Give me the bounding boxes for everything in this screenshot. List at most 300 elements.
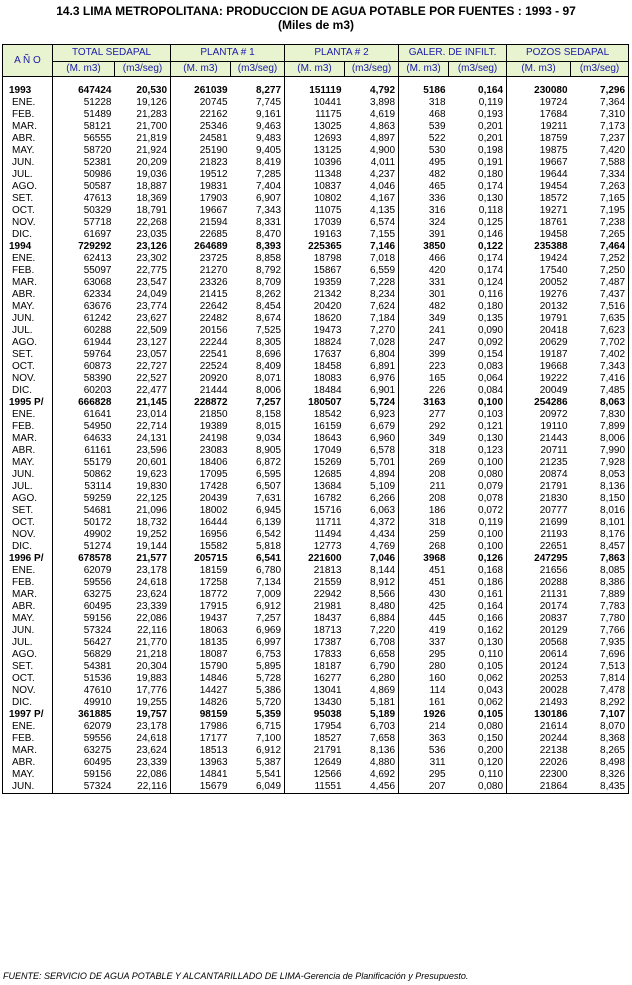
month-row xyxy=(3,697,629,709)
month-row xyxy=(3,529,629,541)
value-volume: 59156 xyxy=(83,769,112,780)
value-flow: 23,057 xyxy=(115,349,171,361)
value-volume: 114 xyxy=(429,685,446,696)
value-volume: 50329 xyxy=(83,205,112,216)
unit-flow: (m3/seg) xyxy=(345,62,399,77)
month-row xyxy=(3,121,629,133)
value-volume: 318 xyxy=(428,517,446,528)
value-flow: 0,110 xyxy=(449,769,507,781)
value-flow: 22,509 xyxy=(115,325,171,337)
value-volume: 58121 xyxy=(83,121,112,132)
value-flow: 18,732 xyxy=(115,517,171,529)
value-volume: 16782 xyxy=(313,493,342,504)
spacer-cell xyxy=(399,77,449,86)
value-flow: 0,084 xyxy=(449,385,507,397)
row-label: MAY. xyxy=(3,301,53,313)
unit-flow: (m3/seg) xyxy=(571,62,629,77)
value-flow: 0,135 xyxy=(449,313,507,325)
value-flow: 8,234 xyxy=(345,289,399,301)
row-label: JUL. xyxy=(3,637,53,649)
month-row xyxy=(3,565,629,577)
value-flow: 19,623 xyxy=(115,469,171,481)
value-flow: 8,566 xyxy=(345,589,399,601)
value-flow: 4,135 xyxy=(345,205,399,217)
value-volume: 466 xyxy=(428,253,446,264)
value-volume: 235388 xyxy=(534,241,568,252)
value-flow: 6,541 xyxy=(231,553,285,565)
value-flow: 18,887 xyxy=(115,181,171,193)
value-flow: 8,085 xyxy=(571,565,629,577)
value-flow: 19,883 xyxy=(115,673,171,685)
value-flow: 19,830 xyxy=(115,481,171,493)
value-volume: 58720 xyxy=(83,145,112,156)
month-row xyxy=(3,97,629,109)
value-flow: 8,015 xyxy=(231,421,285,433)
value-volume: 50986 xyxy=(83,169,112,180)
value-volume: 50587 xyxy=(83,181,112,192)
value-volume: 22482 xyxy=(199,313,228,324)
value-flow: 0,123 xyxy=(449,445,507,457)
value-flow: 7,830 xyxy=(571,409,629,421)
value-volume: 20132 xyxy=(539,301,568,312)
value-volume: 18761 xyxy=(539,217,568,228)
row-label: ABR. xyxy=(3,133,53,145)
value-volume: 21656 xyxy=(539,565,568,576)
value-volume: 62079 xyxy=(83,721,112,732)
value-flow: 23,126 xyxy=(115,241,171,253)
value-volume: 19276 xyxy=(539,289,568,300)
value-volume: 264689 xyxy=(194,241,228,252)
value-volume: 19222 xyxy=(539,373,568,384)
value-volume: 18824 xyxy=(313,337,342,348)
value-volume: 22651 xyxy=(539,541,568,552)
month-row xyxy=(3,193,629,205)
value-flow: 8,792 xyxy=(231,265,285,277)
value-flow: 19,255 xyxy=(115,697,171,709)
value-volume: 59156 xyxy=(83,613,112,624)
value-volume: 349 xyxy=(428,433,446,444)
header-galerias: GALER. DE INFILT. xyxy=(399,45,507,62)
value-flow: 7,257 xyxy=(231,613,285,625)
value-volume: 16956 xyxy=(199,529,228,540)
value-flow: 7,173 xyxy=(571,121,629,133)
value-volume: 15269 xyxy=(313,457,342,468)
value-flow: 8,136 xyxy=(571,481,629,493)
value-volume: 19271 xyxy=(539,205,568,216)
value-flow: 9,161 xyxy=(231,109,285,121)
value-flow: 7,134 xyxy=(231,577,285,589)
value-flow: 7,195 xyxy=(571,205,629,217)
value-flow: 5,895 xyxy=(231,661,285,673)
value-volume: 316 xyxy=(428,205,446,216)
value-volume: 18713 xyxy=(313,625,342,636)
value-volume: 12773 xyxy=(313,541,342,552)
value-volume: 21823 xyxy=(199,157,228,168)
value-flow: 5,386 xyxy=(231,685,285,697)
month-row xyxy=(3,481,629,493)
spacer-cell xyxy=(171,77,231,86)
value-flow: 5,701 xyxy=(345,457,399,469)
month-row xyxy=(3,229,629,241)
value-flow: 7,696 xyxy=(571,649,629,661)
value-volume: 18484 xyxy=(313,385,342,396)
value-flow: 22,125 xyxy=(115,493,171,505)
value-volume: 11348 xyxy=(314,169,342,180)
value-volume: 51228 xyxy=(83,97,112,108)
value-flow: 4,619 xyxy=(345,109,399,121)
value-volume: 226 xyxy=(428,385,446,396)
value-flow: 7,018 xyxy=(345,253,399,265)
value-volume: 12693 xyxy=(313,133,342,144)
value-flow: 0,161 xyxy=(449,589,507,601)
value-volume: 10396 xyxy=(313,157,342,168)
value-flow: 23,014 xyxy=(115,409,171,421)
value-flow: 6,884 xyxy=(345,613,399,625)
value-flow: 0,168 xyxy=(449,565,507,577)
value-volume: 20920 xyxy=(199,373,228,384)
value-volume: 21830 xyxy=(539,493,568,504)
value-volume: 292 xyxy=(428,421,446,432)
value-volume: 18643 xyxy=(313,433,342,444)
value-volume: 49902 xyxy=(83,529,112,540)
value-volume: 420 xyxy=(428,265,446,276)
value-volume: 25346 xyxy=(199,121,228,132)
table-body xyxy=(3,77,629,794)
value-volume: 20253 xyxy=(539,673,568,684)
value-volume: 24198 xyxy=(199,433,228,444)
value-volume: 1926 xyxy=(423,709,446,720)
value-flow: 5,359 xyxy=(231,709,285,721)
value-flow: 0,105 xyxy=(449,709,507,721)
value-volume: 11711 xyxy=(315,517,342,528)
value-volume: 19512 xyxy=(199,169,228,180)
value-volume: 18527 xyxy=(313,733,342,744)
value-volume: 19667 xyxy=(539,157,568,168)
value-flow: 7,220 xyxy=(345,625,399,637)
month-row xyxy=(3,769,629,781)
value-flow: 7,635 xyxy=(571,313,629,325)
unit-flow: (m3/seg) xyxy=(115,62,171,77)
value-volume: 21131 xyxy=(540,589,568,600)
value-flow: 19,144 xyxy=(115,541,171,553)
value-flow: 0,079 xyxy=(449,481,507,493)
value-volume: 301 xyxy=(428,289,446,300)
value-volume: 324 xyxy=(428,217,446,228)
value-flow: 6,542 xyxy=(231,529,285,541)
value-flow: 8,262 xyxy=(231,289,285,301)
value-volume: 230080 xyxy=(534,85,568,96)
month-row xyxy=(3,169,629,181)
value-flow: 4,011 xyxy=(345,157,399,169)
value-flow: 21,096 xyxy=(115,505,171,517)
value-flow: 24,618 xyxy=(115,577,171,589)
value-volume: 3163 xyxy=(423,397,446,408)
value-flow: 21,770 xyxy=(115,637,171,649)
value-volume: 57718 xyxy=(83,217,112,228)
row-label: MAR. xyxy=(3,121,53,133)
value-volume: 349 xyxy=(428,313,446,324)
value-flow: 8,709 xyxy=(231,277,285,289)
value-flow: 0,154 xyxy=(449,349,507,361)
month-row xyxy=(3,373,629,385)
value-volume: 21981 xyxy=(313,601,342,612)
value-flow: 22,116 xyxy=(115,781,171,794)
value-volume: 21342 xyxy=(313,289,342,300)
year-row xyxy=(3,553,629,565)
value-volume: 18572 xyxy=(539,193,568,204)
value-flow: 0,100 xyxy=(449,397,507,409)
value-volume: 25190 xyxy=(199,145,228,156)
row-label: JUN. xyxy=(3,157,53,169)
value-volume: 18063 xyxy=(199,625,228,636)
value-flow: 23,627 xyxy=(115,313,171,325)
month-row xyxy=(3,157,629,169)
value-volume: 20418 xyxy=(539,325,568,336)
value-flow: 23,339 xyxy=(115,757,171,769)
value-flow: 7,516 xyxy=(571,301,629,313)
value-volume: 21443 xyxy=(539,433,568,444)
value-flow: 9,034 xyxy=(231,433,285,445)
value-flow: 21,283 xyxy=(115,109,171,121)
row-label: ABR. xyxy=(3,757,53,769)
value-volume: 160 xyxy=(428,673,446,684)
value-flow: 0,150 xyxy=(449,733,507,745)
month-row xyxy=(3,493,629,505)
value-volume: 18437 xyxy=(313,613,342,624)
value-flow: 21,145 xyxy=(115,397,171,409)
value-flow: 6,139 xyxy=(231,517,285,529)
value-flow: 7,334 xyxy=(571,169,629,181)
value-volume: 57324 xyxy=(53,781,115,794)
value-volume: 419 xyxy=(428,625,446,636)
value-volume: 17684 xyxy=(539,109,568,120)
value-flow: 19,036 xyxy=(115,169,171,181)
value-flow: 22,775 xyxy=(115,265,171,277)
spacer-cell xyxy=(53,77,115,86)
value-volume: 21614 xyxy=(539,721,568,732)
value-volume: 15790 xyxy=(199,661,228,672)
month-row xyxy=(3,133,629,145)
value-flow: 8,326 xyxy=(571,769,629,781)
value-flow: 7,928 xyxy=(571,457,629,469)
value-flow: 8,071 xyxy=(231,373,285,385)
value-flow: 0,180 xyxy=(449,301,507,313)
value-flow: 6,266 xyxy=(345,493,399,505)
value-flow: 22,714 xyxy=(115,421,171,433)
value-volume: 241 xyxy=(428,325,446,336)
header-total-sedapal: TOTAL SEDAPAL xyxy=(53,45,171,62)
value-flow: 8,858 xyxy=(231,253,285,265)
value-flow: 21,819 xyxy=(115,133,171,145)
value-flow: 8,331 xyxy=(231,217,285,229)
row-label: NOV. xyxy=(3,685,53,697)
month-row xyxy=(3,781,629,794)
value-volume: 61641 xyxy=(83,409,112,420)
row-label: FEB. xyxy=(3,265,53,277)
value-volume: 18087 xyxy=(199,649,228,660)
row-label: SET. xyxy=(3,193,53,205)
month-row xyxy=(3,649,629,661)
value-volume: 15716 xyxy=(313,505,342,516)
month-row xyxy=(3,445,629,457)
value-flow: 6,703 xyxy=(345,721,399,733)
value-volume: 19454 xyxy=(539,181,568,192)
value-flow: 23,339 xyxy=(115,601,171,613)
value-flow: 6,780 xyxy=(231,565,285,577)
value-volume: 277 xyxy=(428,409,446,420)
value-flow: 0,121 xyxy=(449,421,507,433)
value-volume: 451 xyxy=(428,577,446,588)
value-volume: 22026 xyxy=(539,757,568,768)
value-flow: 4,894 xyxy=(345,469,399,481)
value-flow: 7,420 xyxy=(571,145,629,157)
row-label: MAY. xyxy=(3,769,53,781)
value-volume: 59556 xyxy=(83,577,112,588)
value-flow: 4,863 xyxy=(345,121,399,133)
row-label: MAR. xyxy=(3,277,53,289)
row-label: AGO. xyxy=(3,649,53,661)
value-flow: 6,708 xyxy=(345,637,399,649)
unit-volume: (M. m3) xyxy=(399,62,449,77)
value-flow: 4,046 xyxy=(345,181,399,193)
row-label: MAY. xyxy=(3,613,53,625)
value-flow: 22,268 xyxy=(115,217,171,229)
value-volume: 19668 xyxy=(539,361,568,372)
row-label: NOV. xyxy=(3,373,53,385)
value-volume: 21791 xyxy=(539,481,568,492)
value-volume: 19831 xyxy=(199,181,228,192)
row-label: NOV. xyxy=(3,529,53,541)
value-volume: 17954 xyxy=(313,721,342,732)
value-flow: 7,990 xyxy=(571,445,629,457)
value-volume: 59556 xyxy=(83,733,112,744)
row-label: OCT. xyxy=(3,673,53,685)
value-volume: 11175 xyxy=(315,109,342,120)
value-flow: 8,006 xyxy=(231,385,285,397)
value-volume: 54681 xyxy=(83,505,112,516)
row-label: 1996 P/ xyxy=(3,553,53,565)
value-volume: 522 xyxy=(428,133,446,144)
value-flow: 8,905 xyxy=(231,445,285,457)
value-flow: 9,483 xyxy=(231,133,285,145)
month-row xyxy=(3,505,629,517)
value-flow: 0,130 xyxy=(449,637,507,649)
value-flow: 6,912 xyxy=(231,745,285,757)
value-flow: 7,525 xyxy=(231,325,285,337)
month-row xyxy=(3,601,629,613)
value-volume: 22685 xyxy=(199,229,228,240)
value-volume: 247 xyxy=(428,337,446,348)
value-volume: 20288 xyxy=(539,577,568,588)
value-volume: 21864 xyxy=(507,781,571,794)
value-volume: 22138 xyxy=(539,745,568,756)
value-volume: 20156 xyxy=(199,325,228,336)
value-flow: 8,409 xyxy=(231,361,285,373)
value-flow: 0,110 xyxy=(449,649,507,661)
month-row xyxy=(3,217,629,229)
month-row xyxy=(3,145,629,157)
value-volume: 17177 xyxy=(199,733,228,744)
value-volume: 17833 xyxy=(313,649,342,660)
value-flow: 6,574 xyxy=(345,217,399,229)
value-flow: 7,046 xyxy=(345,553,399,565)
row-label: 1994 xyxy=(3,241,53,253)
value-flow: 8,053 xyxy=(571,469,629,481)
value-flow: 7,416 xyxy=(571,373,629,385)
value-volume: 10441 xyxy=(313,97,342,108)
value-flow: 0,198 xyxy=(449,145,507,157)
value-volume: 22541 xyxy=(199,349,228,360)
spacer-cell xyxy=(285,77,345,86)
value-flow: 7,343 xyxy=(231,205,285,217)
month-row xyxy=(3,685,629,697)
month-row xyxy=(3,589,629,601)
value-flow: 4,880 xyxy=(345,757,399,769)
row-label: 1995 P/ xyxy=(3,397,53,409)
value-flow: 5,818 xyxy=(231,541,285,553)
value-volume: 20837 xyxy=(539,613,568,624)
row-label: JUN. xyxy=(3,469,53,481)
row-label: DIC. xyxy=(3,385,53,397)
month-row xyxy=(3,109,629,121)
value-flow: 7,107 xyxy=(571,709,629,721)
value-volume: 20874 xyxy=(539,469,568,480)
value-flow: 8,144 xyxy=(345,565,399,577)
value-volume: 18159 xyxy=(199,565,228,576)
value-flow: 5,109 xyxy=(345,481,399,493)
value-volume: 49910 xyxy=(83,697,112,708)
value-volume: 20568 xyxy=(539,637,568,648)
value-flow: 7,250 xyxy=(571,265,629,277)
month-row xyxy=(3,517,629,529)
value-flow: 8,674 xyxy=(231,313,285,325)
year-row xyxy=(3,709,629,721)
value-volume: 19163 xyxy=(313,229,342,240)
value-volume: 52381 xyxy=(83,157,112,168)
value-flow: 8,277 xyxy=(231,85,285,97)
value-volume: 54950 xyxy=(83,421,112,432)
value-flow: 0,080 xyxy=(449,721,507,733)
value-flow: 22,477 xyxy=(115,385,171,397)
value-flow: 8,457 xyxy=(571,541,629,553)
value-flow: 9,405 xyxy=(231,145,285,157)
spacer-row xyxy=(3,77,629,86)
row-label: JUN. xyxy=(3,781,53,794)
value-volume: 19389 xyxy=(199,421,228,432)
value-volume: 16444 xyxy=(199,517,228,528)
row-label: AGO. xyxy=(3,493,53,505)
spacer-cell xyxy=(231,77,285,86)
value-volume: 18135 xyxy=(199,637,228,648)
value-volume: 21594 xyxy=(199,217,228,228)
value-flow: 6,960 xyxy=(345,433,399,445)
value-flow: 6,912 xyxy=(231,601,285,613)
value-volume: 11551 xyxy=(285,781,345,794)
value-volume: 295 xyxy=(428,769,446,780)
value-flow: 7,780 xyxy=(571,613,629,625)
value-volume: 60288 xyxy=(83,325,112,336)
value-volume: 20052 xyxy=(539,277,568,288)
value-flow: 20,530 xyxy=(115,85,171,97)
value-flow: 8,006 xyxy=(571,433,629,445)
month-row xyxy=(3,577,629,589)
value-flow: 0,100 xyxy=(449,529,507,541)
value-flow: 8,419 xyxy=(231,157,285,169)
row-label: FEB. xyxy=(3,733,53,745)
month-row xyxy=(3,469,629,481)
value-volume: 19667 xyxy=(199,205,228,216)
value-flow: 21,218 xyxy=(115,649,171,661)
